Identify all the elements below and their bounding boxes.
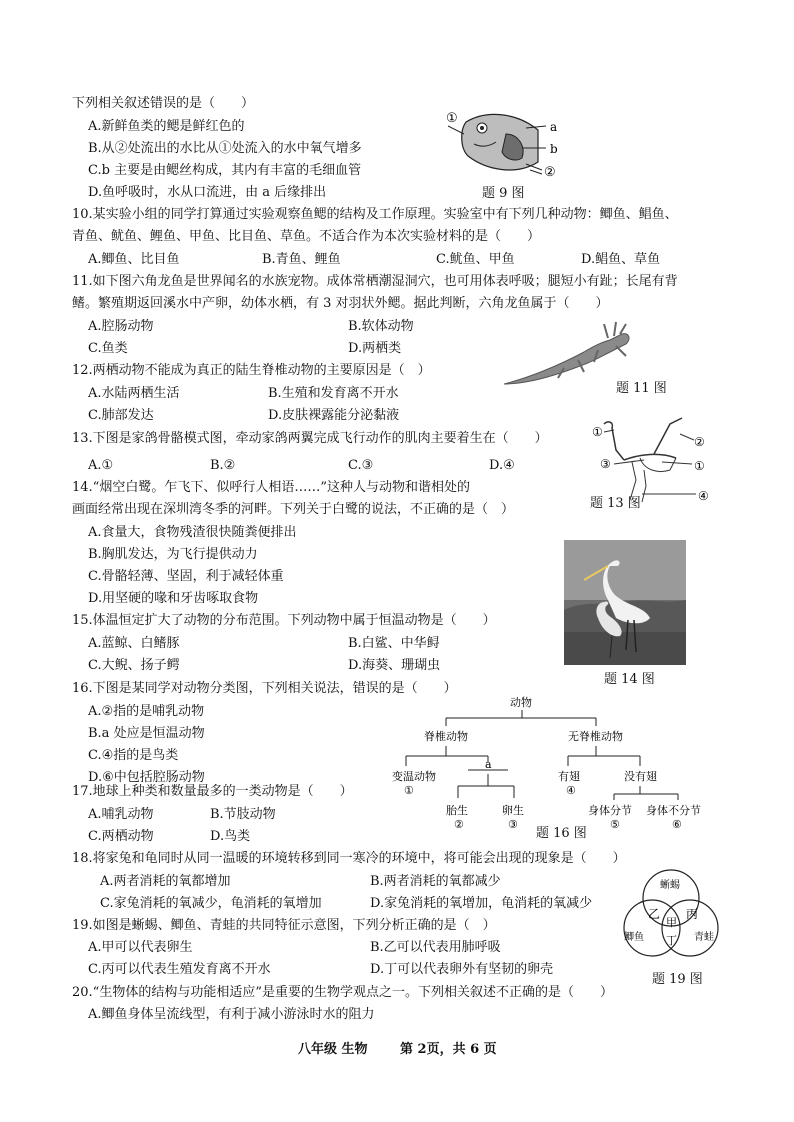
q18-option-b: B.两者消耗的氧都减少 <box>370 874 501 889</box>
tree-mark-6: ⑥ <box>672 818 682 831</box>
q10-option-d: D.鲳鱼、草鱼 <box>581 252 661 267</box>
fig13-label-1b: ① <box>694 459 705 473</box>
q13-option-a: A.① <box>88 458 114 473</box>
q11-figure-caption: 题 11 图 <box>616 381 667 396</box>
q9-option-b: B.从②处流出的水比从①处流入的水中氧气增多 <box>88 141 362 156</box>
q14-stem-line1: 14.“烟空白鹭。乍飞下、似呼行人相语……”这种人与动物和谐相处的 <box>72 480 470 495</box>
tree-vertebrate: 脊椎动物 <box>424 730 468 743</box>
q17-option-c: C.两栖动物 <box>88 829 154 844</box>
q14-stem-line2: 画面经常出现在深圳湾冬季的河畔。下列关于白鹭的说法，不正确的是（ ） <box>72 502 515 517</box>
tree-mark-4: ④ <box>566 784 576 797</box>
q10-stem-line2: 青鱼、鱿鱼、鲤鱼、甲鱼、比目鱼、草鱼。不适合作为本次实验材料的是（ ） <box>72 229 541 244</box>
q19-option-c: C.丙可以代表生殖发育离不开水 <box>88 962 271 977</box>
tree-blank-a: a <box>485 758 492 771</box>
q14-figure-caption: 题 14 图 <box>604 672 655 687</box>
q13-figure-caption: 题 13 图 <box>590 496 641 511</box>
venn-set-crucian: 鲫鱼 <box>624 932 644 943</box>
q16-option-d: D.⑥中包括腔肠动物 <box>88 770 205 785</box>
animal-classification-tree <box>388 694 718 836</box>
q16-figure-caption: 题 16 图 <box>536 826 587 841</box>
fig9-label-1: ① <box>446 111 458 126</box>
footer-subject: 八年级 生物 <box>298 1042 368 1057</box>
venn-region-yi: 乙 <box>648 907 661 921</box>
tree-mark-2: ② <box>454 818 464 831</box>
fig9-label-b: b <box>550 142 558 156</box>
tree-mark-1: ① <box>404 784 414 797</box>
venn-set-lizard: 蜥蜴 <box>660 880 680 891</box>
q15-stem: 15.体温恒定扩大了动物的分布范围。下列动物中属于恒温动物是（ ） <box>72 613 496 628</box>
q14-option-d: D.用坚硬的喙和牙齿啄取食物 <box>88 591 259 606</box>
q15-option-d: D.海葵、珊瑚虫 <box>348 658 441 673</box>
venn-diagram <box>616 866 726 964</box>
fish-gill-figure <box>446 104 576 184</box>
fig13-label-1a: ① <box>592 425 603 439</box>
q14-option-b: B.胸肌发达，为飞行提供动力 <box>88 547 258 562</box>
q17-option-d: D.鸟类 <box>210 829 251 844</box>
q19-option-d: D.丁可以代表卵外有坚韧的卵壳 <box>370 962 554 977</box>
q15-option-c: C.大鲵、扬子鳄 <box>88 658 180 673</box>
q16-option-a: A.②指的是哺乳动物 <box>88 704 205 719</box>
q13-stem: 13.下图是家鸽骨骼模式图，牵动家鸽两翼完成飞行动作的肌肉主要着生在（ ） <box>72 431 548 446</box>
q16-option-b: B.a 处应是恒温动物 <box>88 726 205 741</box>
q12-option-d: D.皮肤裸露能分泌黏液 <box>268 408 400 423</box>
tree-invertebrate: 无脊椎动物 <box>568 730 623 743</box>
venn-region-bing: 丙 <box>686 907 699 921</box>
q11-stem-line2: 鳍。繁殖期返回溪水中产卵，幼体水栖，有 3 对羽状外鳃。据此判断，六角龙鱼属于（ ） <box>72 296 609 311</box>
tree-unsegmented: 身体不分节 <box>646 804 701 817</box>
q10-option-a: A.鲫鱼、比目鱼 <box>88 252 180 267</box>
q13-option-d: D.④ <box>489 458 515 473</box>
tree-segmented: 身体分节 <box>588 804 632 817</box>
q14-option-a: A.食量大，食物残渣很快随粪便排出 <box>88 525 297 540</box>
q12-option-c: C.肺部发达 <box>88 408 154 423</box>
q13-option-b: B.② <box>210 458 236 473</box>
q19-option-b: B.乙可以代表用肺呼吸 <box>370 940 501 955</box>
q20-stem: 20.“生物体的结构与功能相适应”是重要的生物学观点之一。下列相关叙述不正确的是（ ） <box>72 985 613 1000</box>
tree-wingless: 没有翅 <box>624 770 657 783</box>
q9-figure-caption: 题 9 图 <box>482 186 525 201</box>
fig13-label-3: ③ <box>600 457 611 471</box>
q19-option-a: A.甲可以代表卵生 <box>88 940 193 955</box>
q19-stem: 19.如图是蜥蜴、鲫鱼、青蛙的共同特征示意图，下列分析正确的是（ ） <box>72 918 496 933</box>
q12-option-b: B.生殖和发育离不开水 <box>268 386 399 401</box>
q12-stem: 12.两栖动物不能成为真正的陆生脊椎动物的主要原因是（ ） <box>72 363 431 378</box>
q18-stem: 18.将家兔和龟同时从同一温暖的环境转移到同一寒冷的环境中，将可能会出现的现象是（ ） <box>72 851 626 866</box>
q11-option-c: C.鱼类 <box>88 341 128 356</box>
venn-set-frog: 青蛙 <box>694 932 714 943</box>
q10-option-c: C.鱿鱼、甲鱼 <box>436 252 515 267</box>
q14-option-c: C.骨骼轻薄、坚固，利于减轻体重 <box>88 569 284 584</box>
q19-figure-caption: 题 19 图 <box>652 972 703 987</box>
q18-option-a: A.两者消耗的氧都增加 <box>100 874 231 889</box>
q11-option-b: B.软体动物 <box>348 319 414 334</box>
q11-stem-line1: 11.如下图六角龙鱼是世界闻名的水族宠物。成体常栖潮湿洞穴，也可用体表呼吸；腿短小有趾；长尾有背 <box>72 274 678 289</box>
tree-oviparous: 卵生 <box>502 804 524 817</box>
q9-option-d: D.鱼呼吸时，水从口流进，由 a 后缘排出 <box>88 185 327 200</box>
fig9-label-2: ② <box>544 165 556 180</box>
tree-mark-3: ③ <box>508 818 518 831</box>
q15-option-a: A.蓝鲸、白鳍豚 <box>88 636 180 651</box>
q9-option-a: A.新鲜鱼类的鳃是鲜红色的 <box>88 119 245 134</box>
venn-region-jia: 甲 <box>666 916 677 929</box>
fig13-label-2: ② <box>694 435 705 449</box>
tree-viviparous: 胎生 <box>446 804 468 817</box>
egret-photo <box>564 540 686 665</box>
q10-stem-line1: 10.某实验小组的同学打算通过实验观察鱼鳃的结构及工作原理。实验室中有下列几种动物：鲫鱼、鲳鱼、 <box>72 207 678 222</box>
q16-stem: 16.下图是某同学对动物分类图，下列相关说法，错误的是（ ） <box>72 681 457 696</box>
q18-option-d: D.家兔消耗的氧增加，龟消耗的氧减少 <box>370 896 593 911</box>
q17-stem: 17.地球上种类和数量最多的一类动物是（ ） <box>72 784 353 799</box>
q9-option-c: C.b 主要是由鳃丝构成，其内有丰富的毛细血管 <box>88 163 362 178</box>
venn-region-ding: 丁 <box>666 934 677 947</box>
q17-option-b: B.节肢动物 <box>210 807 276 822</box>
q11-option-d: D.两栖类 <box>348 341 402 356</box>
q18-option-c: C.家兔消耗的氧减少，龟消耗的氧增加 <box>100 896 322 911</box>
tree-mark-5: ⑤ <box>610 818 620 831</box>
q15-option-b: B.白鲨、中华鲟 <box>348 636 440 651</box>
q13-option-c: C.③ <box>348 458 374 473</box>
q12-option-a: A.水陆两栖生活 <box>88 386 180 401</box>
q17-option-a: A.哺乳动物 <box>88 807 154 822</box>
fig9-label-a: a <box>550 120 558 134</box>
q20-option-a: A.鲫鱼身体呈流线型，有利于减小游泳时水的阻力 <box>88 1007 375 1022</box>
q9-stem: 下列相关叙述错误的是（ ） <box>72 96 255 111</box>
tree-root: 动物 <box>510 696 532 709</box>
q11-option-a: A.腔肠动物 <box>88 319 154 334</box>
q10-option-b: B.青鱼、鲤鱼 <box>262 252 341 267</box>
q16-option-c: C.④指的是鸟类 <box>88 748 179 763</box>
tree-winged: 有翅 <box>558 770 580 783</box>
tree-ectotherm: 变温动物 <box>392 770 436 783</box>
fig13-label-4: ④ <box>698 489 709 503</box>
footer-page-number: 第 2页，共 6 页 <box>400 1042 497 1057</box>
